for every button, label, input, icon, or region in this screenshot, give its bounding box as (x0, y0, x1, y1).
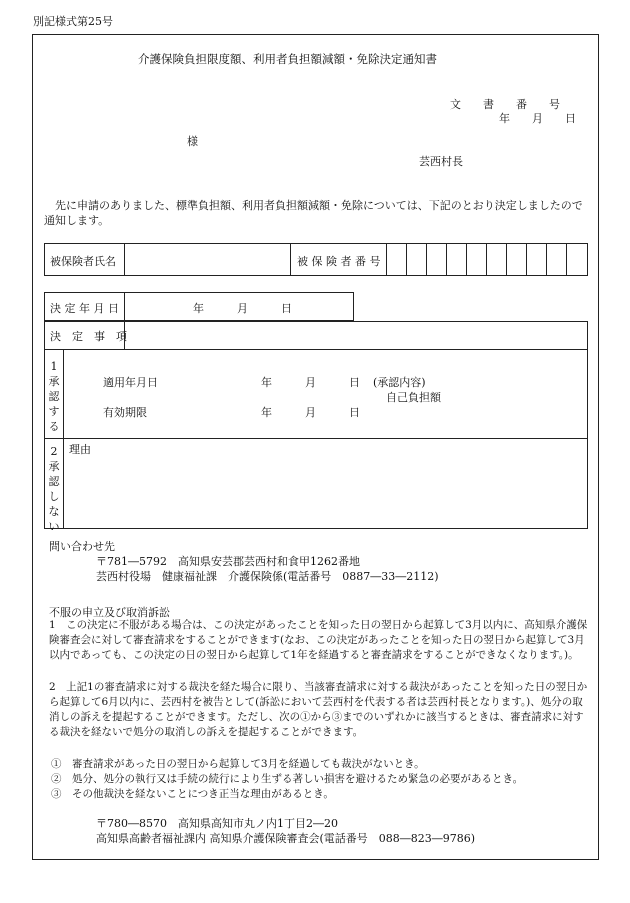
appeal-sub-1: ① 審査請求があった日の翌日から起算して3月を経過しても裁決がないとき。 (51, 758, 425, 770)
decision-date-value: 年 月 日 (193, 302, 292, 315)
insured-name-label: 被保険者氏名 (50, 255, 116, 268)
document-number: 文 書 番 号 (450, 98, 560, 111)
contact-heading: 問い合わせ先 (49, 540, 115, 553)
issuer-name: 芸西村長 (419, 155, 463, 168)
approve-label: 1承認する (48, 360, 60, 433)
appeal-item-2: 2 上記1の審査請求に対する裁決を経た場合に限り、当該審査請求に対する裁決があったことを知った日の翌日から起算して6月以内に、芸西村を被告として(訴訟において芸西村を代表する者は芸西村長となります。)、処分の取消しの訴えを提起することができます。ただし、次の①から③までのいずれかに該当するときは、審査請求に対する裁決を経ないで処分の取消しの訴えを提起することができます。 (49, 681, 588, 738)
pref-address: 〒780―8570 高知県高知市丸ノ内1丁目2―20 (96, 817, 338, 830)
decision-date-label: 決 定 年 月 日 (50, 302, 119, 315)
insured-number-label: 被 保 険 者 番 号 (297, 255, 381, 268)
self-burden-label: 自己負担額 (386, 391, 441, 404)
apply-date-label: 適用年月日 (103, 376, 158, 389)
form-number: 別記様式第25号 (33, 15, 113, 28)
pref-office: 高知県高齢者福祉課内 高知県介護保険審査会(電話番号 088―823―9786) (96, 832, 476, 845)
apply-date-value: 年 月 日 (261, 376, 360, 389)
intro-paragraph: 先に申請のありました、標準負担額、利用者負担額減額・免除については、下記のとおり決定しましたので通知します。 (44, 199, 583, 227)
reject-label: 2承認しない (48, 445, 60, 533)
contact-office: 芸西村役場 健康福祉課 介護保険係(電話番号 0887―33―2112) (96, 570, 439, 583)
appeal-sub-3: ③ その他裁決を経ないことにつき正当な理由があるとき。 (51, 788, 334, 800)
contact-address: 〒781―5792 高知県安芸郡芸西村和食甲1262番地 (96, 555, 360, 568)
reason-label: 理由 (69, 443, 91, 456)
appeal-item-1: 1 この決定に不服がある場合は、この決定があったことを知った日の翌日から起算して3月以内に、高知県介護保険審査会に対して審査請求をすることができます(なお、この決定があったことを知った日の翌日から起算して3月以内であっても、この決定の日の翌日から起算して1年を経過すると審査請求をすることができなくなります。)。 (49, 619, 588, 661)
appeal-heading: 不服の申立及び取消訴訟 (49, 606, 170, 619)
recipient-honorific: 様 (187, 135, 198, 148)
issue-date: 年 月 日 (499, 112, 576, 125)
valid-period-value: 年 月 日 (261, 406, 360, 419)
approval-content-label: (承認内容) (373, 376, 426, 389)
document-title: 介護保険負担限度額、利用者負担額減額・免除決定通知書 (138, 52, 437, 66)
decision-matter-label: 決 定 事 項 (50, 330, 127, 343)
valid-period-label: 有効期限 (103, 406, 147, 419)
appeal-sub-2: ② 処分、処分の執行又は手続の続行により生ずる著しい損害を避けるため緊急の必要があるとき。 (51, 773, 524, 785)
